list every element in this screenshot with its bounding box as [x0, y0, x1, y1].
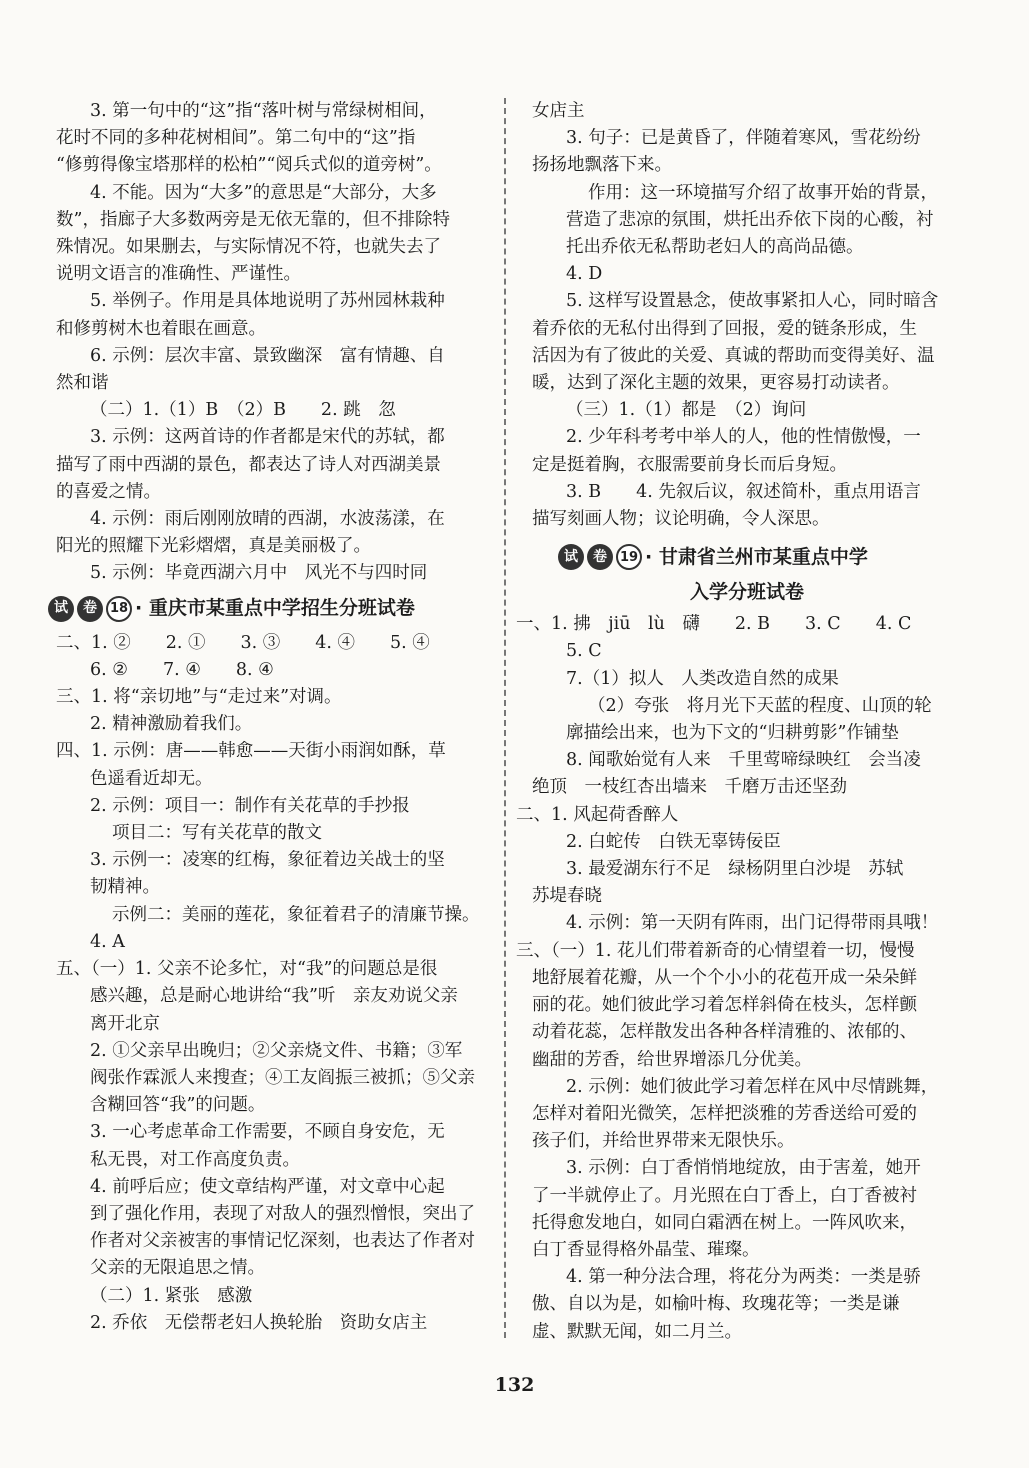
- text-line: 离开北京: [90, 1013, 160, 1034]
- text-line: 含糊回答“我”的问题。: [90, 1095, 266, 1116]
- text-line: （二）1.（1）B （2）B 2. 跳 忽: [90, 400, 396, 421]
- text-line: 6. 示例：层次丰富、景致幽深 富有情趣、自: [90, 345, 445, 366]
- text-line: 3. 示例一：凌寒的红梅，象征着边关战士的坚: [90, 850, 445, 871]
- text-line: 五、（一）1. 父亲不论多忙，对“我”的问题总是很: [56, 959, 438, 980]
- left-bottom-block: [56, 630, 486, 1337]
- text-line: 丽的花。她们彼此学习着怎样斜倚在枝头，怎样颤: [532, 995, 917, 1016]
- right-column: [516, 98, 962, 1346]
- section-18-heading: [48, 594, 486, 624]
- text-line: 父亲的无限追思之情。: [90, 1258, 265, 1279]
- text-line: 4. 不能。因为“大多”的意思是“大部分，大多: [90, 182, 437, 203]
- text-line: 5. 示例：毕竟西湖六月中 风光不与四时同: [90, 563, 428, 584]
- text-line: 作用：这一环境描写介绍了故事开始的背景，: [588, 182, 938, 203]
- text-line: 6. ② 7. ④ 8. ④: [90, 659, 274, 680]
- badge-shi: 试: [48, 596, 74, 622]
- text-line: 描写了雨中西湖的景色，都表达了诗人对西湖美景: [56, 454, 441, 475]
- text-line: 韧精神。: [90, 877, 160, 898]
- text-line: 二、1. ② 2. ① 3. ③ 4. ④ 5. ④: [56, 632, 430, 653]
- text-line: 花时不同的多种花树相间”。第二句中的“这”指: [56, 128, 416, 149]
- text-line: 5. C: [566, 641, 602, 662]
- text-line: 动着花蕊，怎样散发出各种各样清雅的、浓郁的、: [532, 1022, 917, 1043]
- text-line: （二）1. 紧张 感激: [90, 1285, 253, 1306]
- text-line: 二、1. 风起荷香醉人: [516, 804, 679, 825]
- section-19-heading: [558, 541, 962, 573]
- text-line: 苏堤春晓: [532, 886, 602, 907]
- text-line: 5. 举例子。作用是具体地说明了苏州园林栽种: [90, 291, 445, 312]
- text-line: 扬扬地飘落下来。: [532, 155, 672, 176]
- text-line: （三）1.（1）都是 （2）询问: [566, 400, 807, 421]
- text-line: 8. 闻歌始觉有人来 千里莺啼绿映红 会当凌: [566, 750, 921, 771]
- text-line: 白丁香显得格外晶莹、璀璨。: [532, 1239, 760, 1260]
- text-line: 4. D: [566, 264, 603, 285]
- text-line: 然和谐: [56, 373, 109, 394]
- text-line: 到了强化作用，表现了对敌人的强烈憎恨，突出了: [90, 1203, 475, 1224]
- text-line: 2. 示例：项目一：制作有关花草的手抄报: [90, 795, 410, 816]
- text-line: 私无畏，对工作高度负责。: [90, 1149, 300, 1170]
- badge-juan: 卷: [77, 596, 103, 622]
- text-line: 的喜爱之情。: [56, 481, 161, 502]
- text-line: 色遥看近却无。: [90, 768, 213, 789]
- text-line: 托出乔依无私帮助老妇人的高尚品德。: [566, 237, 864, 258]
- left-top-block: [56, 98, 486, 588]
- text-line: 2. ①父亲早出晚归；②父亲烧文件、书籍；③军: [90, 1040, 463, 1061]
- section-19-title: · 甘肃省兰州市某重点中学: [645, 545, 868, 568]
- text-line: 项目二：写有关花草的散文: [112, 823, 322, 844]
- text-line: 孩子们，并给世界带来无限快乐。: [532, 1131, 795, 1152]
- section-19-subtitle: 入学分班试卷: [689, 581, 804, 604]
- text-line: 三、（一）1. 花儿们带着新奇的心情望着一切，慢慢: [516, 940, 915, 961]
- text-line: 说明文语言的准确性、严谨性。: [56, 264, 301, 285]
- badge-shi: 试: [558, 544, 584, 570]
- right-bottom-block: [516, 611, 962, 1345]
- text-line: 女店主: [532, 101, 585, 121]
- text-line: 廓描绘出来，也为下文的“归耕剪影”作铺垫: [566, 723, 899, 744]
- text-line: 数”，指廊子大多数两旁是无依无靠的，但不排除特: [56, 209, 450, 230]
- text-line: “修剪得像宝塔那样的松柏”“阅兵式似的道旁树”。: [56, 155, 442, 176]
- text-line: 描写刻画人物；议论明确，令人深思。: [532, 509, 830, 530]
- text-line: 营造了悲凉的氛围，烘托出乔依下岗的心酸，衬: [566, 209, 934, 230]
- text-line: 暖，达到了深化主题的效果，更容易打动读者。: [532, 373, 900, 394]
- text-line: 2. 示例：她们彼此学习着怎样在风中尽情跳舞，: [566, 1076, 939, 1097]
- text-line: 4. A: [90, 931, 125, 952]
- left-column: [56, 98, 486, 1337]
- text-line: 作者对父亲被害的事情记忆深刻，也表达了作者对: [90, 1231, 475, 1252]
- text-line: （2）夸张 将月光下天蓝的程度、山顶的轮: [588, 695, 932, 716]
- text-line: 3. 句子：已是黄昏了，伴随着寒风，雪花纷纷: [566, 128, 921, 149]
- text-line: 4. 示例：雨后刚刚放晴的西湖，水波荡漾，在: [90, 509, 445, 530]
- text-line: 活因为有了彼此的关爱、真诚的帮助而变得美好、温: [532, 345, 935, 366]
- text-line: 5. 这样写设置悬念，使故事紧扣人心，同时暗含: [566, 291, 939, 312]
- badge-number: 18: [106, 596, 132, 622]
- text-line: 着乔依的无私付出得到了回报，爱的链条形成，生: [532, 318, 917, 339]
- badge-number: 19: [616, 544, 642, 570]
- text-line: 一、1. 拂 jiū lù 礴 2. B 3. C 4. C: [516, 614, 912, 635]
- text-line: 三、1. 将“亲切地”与“走过来”对调。: [56, 687, 342, 708]
- text-line: 阳光的照耀下光彩熠熠，真是美丽极了。: [56, 536, 371, 557]
- text-line: 怎样对着阳光微笑，怎样把淡雅的芳香送给可爱的: [532, 1103, 917, 1124]
- text-line: 2. 少年科考考中举人的人，他的性情傲慢，一: [566, 427, 921, 448]
- text-line: 示例二：美丽的莲花，象征着君子的清廉节操。: [112, 904, 480, 925]
- text-line: 4. 第一种分法合理，将花分为两类：一类是骄: [566, 1267, 921, 1288]
- text-line: 2. 乔依 无偿帮老妇人换轮胎 资助女店主: [90, 1312, 428, 1333]
- text-line: 2. 精神激励着我们。: [90, 714, 253, 735]
- section-18-title: · 重庆市某重点中学招生分班试卷: [135, 597, 415, 620]
- column-divider: [504, 98, 506, 1338]
- text-line: 幽甜的芳香，给世界增添几分优美。: [532, 1049, 812, 1070]
- text-line: 7.（1）拟人 人类改造自然的成果: [566, 668, 839, 689]
- text-line: 3. 示例：这两首诗的作者都是宋代的苏轼，都: [90, 427, 445, 448]
- text-line: 2. 白蛇传 白铁无辜铸佞臣: [566, 831, 781, 852]
- text-line: 托得愈发地白，如同白霜洒在树上。一阵风吹来，: [532, 1212, 917, 1233]
- text-line: 和修剪树木也着眼在画意。: [56, 318, 266, 339]
- badge-juan: 卷: [587, 544, 613, 570]
- text-line: 了一半就停止了。月光照在白丁香上，白丁香被衬: [532, 1185, 917, 1206]
- text-line: 4. 前呼后应；使文章结构严谨，对文章中心起: [90, 1176, 445, 1197]
- text-line: 殊情况。如果删去，与实际情况不符，也就失去了: [56, 237, 441, 258]
- text-line: 阀张作霖派人来搜查；④工友阎振三被抓；⑤父亲: [90, 1067, 475, 1088]
- text-line: 四、1. 示例：唐——韩愈——天街小雨润如酥，草: [56, 741, 446, 762]
- text-line: 感兴趣，总是耐心地讲给“我”听 亲友劝说父亲: [90, 986, 458, 1007]
- text-line: 3. 示例：白丁香悄悄地绽放，由于害羞，她开: [566, 1158, 921, 1179]
- right-top-block: [532, 98, 962, 533]
- text-line: 虚、默默无闻，如二月兰。: [532, 1321, 742, 1342]
- text-line: 傲、自以为是，如榆叶梅、玫瑰花等；一类是谦: [532, 1294, 900, 1315]
- text-line: 4. 示例：第一天阴有阵雨，出门记得带雨具哦！: [566, 913, 939, 934]
- text-line: 绝顶 一枝红杏出墙来 千磨万击还坚劲: [532, 777, 847, 798]
- text-line: 地舒展着花瓣，从一个个小小的花苞开成一朵朵鲜: [532, 967, 917, 988]
- text-line: 定是挺着胸，衣服需要前身长而后身短。: [532, 454, 847, 475]
- text-line: 3. B 4. 先叙后议，叙述简朴，重点用语言: [566, 481, 921, 502]
- text-line: 3. 一心考虑革命工作需要，不顾自身安危，无: [90, 1122, 445, 1143]
- text-line: 3. 最爱湖东行不足 绿杨阴里白沙堤 苏轼: [566, 859, 904, 880]
- text-line: 3. 第一句中的“这”指“落叶树与常绿树相间，: [90, 101, 437, 121]
- page-number: 132: [494, 1374, 535, 1396]
